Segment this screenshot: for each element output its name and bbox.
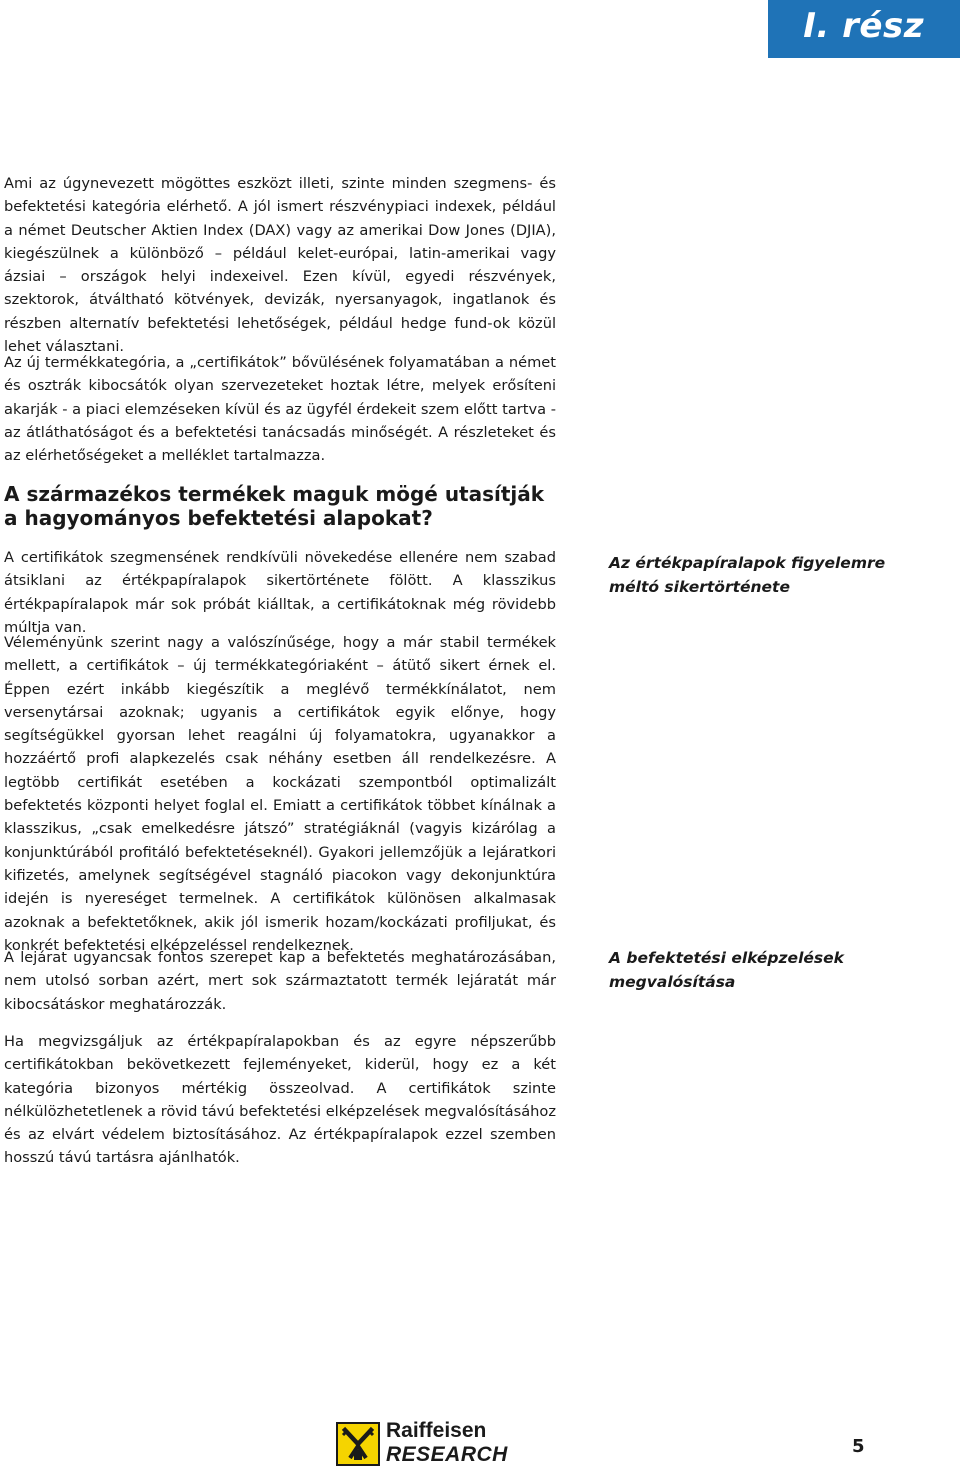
paragraph-new-category: Az új termékkategória, a „certifikátok” bővülésének folyamatában a német és osztrák kibocsátók olyan szervezeteket hoztak létre, melyek erősíteni akarják - a piaci elemzéseken kívül és az ügyfél érdekeit szem előtt tartva - az átláthatóságot és a befektetési tanácsadás minőségét. A részleteket és az elérhetőségeket a melléklet tartalmazza.: [4, 354, 556, 465]
sidenote-success-story: Az értékpapíralapok figyelemre méltó sikertörténete: [609, 554, 886, 596]
raiffeisen-research-logo: [336, 1420, 536, 1468]
paragraph-funds-success: A certifikátok szegmensének rendkívüli növekedése ellenére nem szabad átsiklani az értékpapíralapok sikertörténete fölött. A klasszikus értékpapíralapok már sok próbát kiálltak, a certifikátoknak még rövidebb múltja van.: [4, 549, 556, 636]
logo-wordmark-raiffeisen: Raiffeisen: [386, 1419, 487, 1442]
section-tab-label: I. rész: [803, 6, 924, 46]
paragraph-opinion: Véleményünk szerint nagy a valószínűsége, hogy a már stabil termékek mellett, a certifikátok – új termékkategóriaként – átütő sikert érnek el. Éppen ezért inkább kiegészítik a meglévő termékkínálatot, nem versenytársai azoknak; ugyanis a certifikátok egyik előnye, hogy segítségükkel gyorsan lehet reagálni új folyamatokra, ugyanakkor a hozzáértő profi alapkezelés csak néhány esetben áll rendelkezésre. A legtöbb certifikát esetében a kockázati szempontból optimalizált befektetés központi helyet foglal el. Emiatt a certifikátok többet kínálnak a klasszikus, „csak emelkedésre játszó” stratégiáknál (vagyis kizárólag a konjunktúrából profitáló befektetéseknél). Gyakori jellemzőjük a lejáratkori kifizetés, amelynek segítségével stagnáló piacokon vagy dekonjunktúra idején is nyereséget termelnek. A certifikátok különösen alkalmasak azoknak a befektetőknek, akik jól ismerik hozam/kockázati profiljukat, és konkrét befektetési elképzeléssel rendelkeznek.: [4, 634, 556, 954]
paragraph-underlying-assets: Ami az úgynevezett mögöttes eszközt illeti, szinte minden szegmens- és befektetési kategória elérhető. A jól ismert részvénypiaci indexek, például a német Deutscher Aktien Index (DAX) vagy az amerikai Dow Jones (DJIA), kiegészülnek a különböző – például kelet-európai, latin-amerikai vagy ázsiai – országok helyi indexeivel. Ezen kívül, egyedi részvények, szektorok, átváltható kötvények, devizák, nyersanyagok, ingatlanok és részben alternatív befektetési lehetőségek, például hedge fund-ok közül lehet választani.: [4, 175, 556, 356]
page-number: 5: [852, 1436, 865, 1457]
raiffeisen-crossed-gables-icon: [336, 1422, 380, 1466]
logo-wordmark-research: RESEARCH: [386, 1443, 508, 1466]
section-heading: A származékos termékek maguk mögé utasítják a hagyományos befektetési alapokat?: [4, 482, 545, 530]
section-tab: [768, 0, 960, 58]
sidenote-investment-ideas: A befektetési elképzelések megvalósítása: [609, 949, 844, 991]
paragraph-maturity: A lejárat ugyancsak fontos szerepet kap a befektetés meghatározásában, nem utolsó sorban azért, mert sok származtatott termék lejáratát már kibocsátáskor meghatározzák.: [4, 949, 556, 1013]
paragraph-convergence: Ha megvizsgáljuk az értékpapíralapokban és az egyre népszerűbb certifikátokban bekövetkezett fejleményeket, kiderül, hogy ez a két kategória bizonyos mértékig összeolvad. A certifikátok szinte nélkülözhetetlenek a rövid távú befektetési elképzelések megvalósításához és az elvárt védelem biztosításához. Az értékpapíralapok ezzel szemben hosszú távú tartásra ajánlhatók.: [4, 1033, 556, 1167]
